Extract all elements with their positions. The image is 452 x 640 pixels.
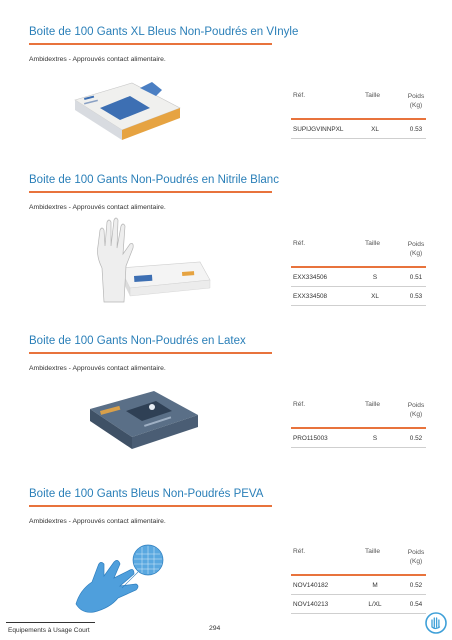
product-description: Ambidextres - Approuvés contact alimentaire. — [29, 518, 166, 525]
cell-ref: EXX334506 — [293, 273, 328, 281]
table-header — [291, 548, 426, 574]
blue-peva-glove-icon — [70, 542, 180, 618]
cell-ref: EXX334508 — [293, 292, 328, 300]
product-title: Boite de 100 Gants Bleus Non-Poudrés PEVA — [29, 488, 264, 500]
table-header — [291, 401, 426, 427]
header-size: Taille — [365, 401, 381, 408]
cell-size: S — [372, 273, 378, 281]
header-weight: Poids (Kg) — [407, 402, 425, 418]
row-line — [291, 305, 426, 306]
row-line — [291, 447, 426, 448]
row-line — [291, 138, 426, 139]
title-underline — [29, 352, 272, 354]
product-description: Ambidextres - Approuvés contact alimentaire. — [29, 365, 166, 372]
header-ref: Réf. — [293, 92, 306, 99]
row-line — [291, 613, 426, 614]
cell-ref: NOV140213 — [293, 600, 329, 608]
page-number: 294 — [209, 625, 221, 632]
cell-weight: 0.53 — [409, 125, 423, 133]
white-glove-box-icon — [90, 216, 220, 304]
product-table — [291, 401, 426, 448]
header-ref: Réf. — [293, 401, 306, 408]
table-row — [291, 268, 426, 286]
cell-size: XL — [371, 125, 379, 133]
cell-ref: PRO115003 — [293, 434, 328, 442]
cell-ref: SUPIJGVINNPXL — [293, 125, 344, 133]
product-table — [291, 548, 426, 614]
header-size: Taille — [365, 92, 381, 99]
cell-size: L/XL — [368, 600, 382, 608]
header-size: Taille — [365, 240, 381, 247]
table-row — [291, 595, 426, 613]
product-title: Boite de 100 Gants Non-Poudrés en Latex — [29, 335, 246, 347]
latex-glove-box-icon — [86, 385, 201, 453]
cell-size: XL — [371, 292, 379, 300]
header-ref: Réf. — [293, 548, 306, 555]
cell-size: S — [372, 434, 378, 442]
cell-weight: 0.51 — [409, 273, 423, 281]
table-row — [291, 120, 426, 138]
header-weight: Poids (Kg) — [407, 93, 425, 109]
footer-section-name: Equipements à Usage Court — [8, 627, 90, 634]
footer-divider — [6, 622, 95, 623]
header-weight: Poids (Kg) — [407, 241, 425, 257]
blue-glove-box-icon — [70, 78, 185, 143]
cell-weight: 0.53 — [409, 292, 423, 300]
header-weight: Poids (Kg) — [407, 549, 425, 565]
table-header — [291, 92, 426, 118]
table-row — [291, 287, 426, 305]
hand-logo-icon — [425, 612, 447, 634]
cell-ref: NOV140182 — [293, 581, 329, 589]
table-header — [291, 240, 426, 266]
header-size: Taille — [365, 548, 381, 555]
cell-size: M — [372, 581, 378, 589]
header-ref: Réf. — [293, 240, 306, 247]
product-description: Ambidextres - Approuvés contact alimentaire. — [29, 204, 166, 211]
title-underline — [29, 191, 272, 193]
cell-weight: 0.52 — [409, 434, 423, 442]
title-underline — [29, 43, 272, 45]
product-table — [291, 240, 426, 306]
cell-weight: 0.52 — [409, 581, 423, 589]
product-table — [291, 92, 426, 139]
cell-weight: 0.54 — [409, 600, 423, 608]
title-underline — [29, 505, 272, 507]
table-row — [291, 576, 426, 594]
product-title: Boite de 100 Gants Non-Poudrés en Nitrile Blanc — [29, 174, 279, 186]
product-description: Ambidextres - Approuvés contact alimentaire. — [29, 56, 166, 63]
table-row — [291, 429, 426, 447]
product-title: Boite de 100 Gants XL Bleus Non-Poudrés en VInyle — [29, 26, 299, 38]
